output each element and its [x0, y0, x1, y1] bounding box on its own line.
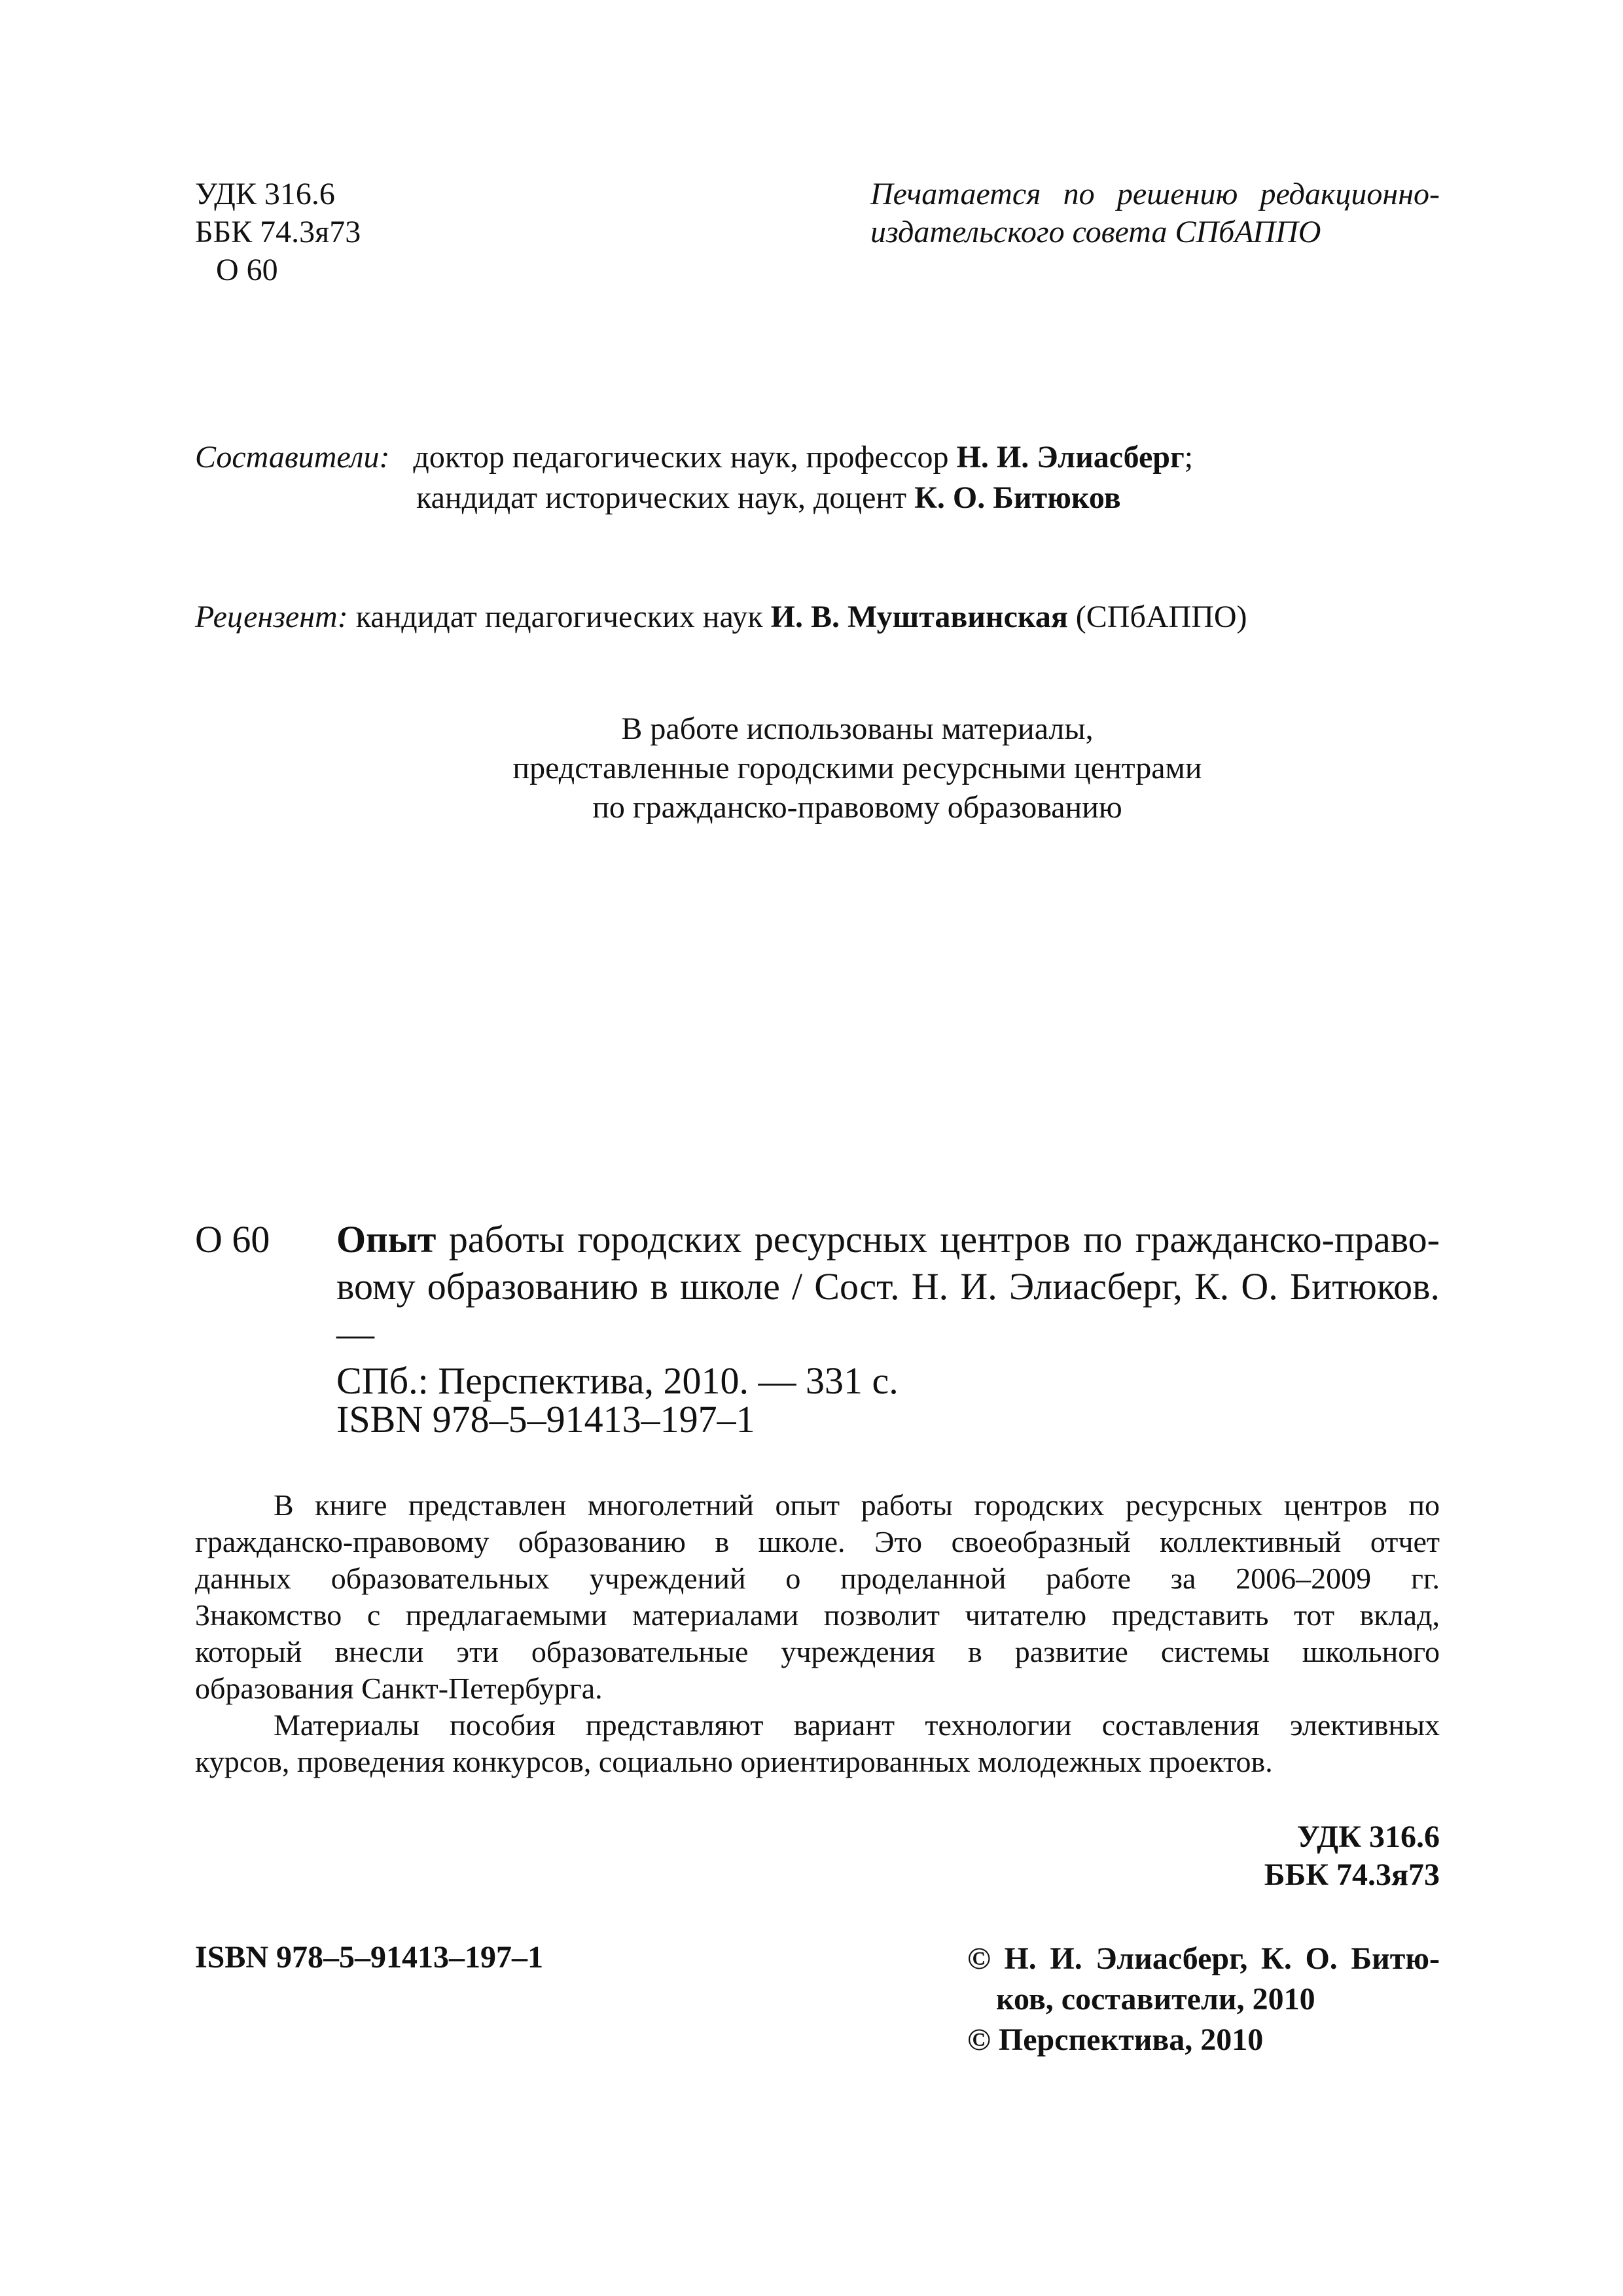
bbk-code: ББК 74.3я73	[195, 215, 361, 249]
compilers-block	[195, 437, 1193, 518]
abstract-line: Материалы пособия представляют вариант технологии составления элективных	[274, 1708, 1440, 1742]
classification-block	[195, 175, 361, 289]
abstract-line: Знакомство с предлагаемыми материалами позволит читателю представить тот вклад,	[195, 1598, 1440, 1632]
udk-code: УДК 316.6	[195, 177, 335, 211]
title-word: Опыт	[336, 1218, 437, 1261]
abstract-line: данных образовательных учреждений о проделанной работе за 2006–2009 гг.	[195, 1562, 1440, 1595]
bottom-classification	[1113, 1818, 1440, 1894]
abstract-line: который внесли эти образовательные учреждения в развитие системы школьного	[195, 1635, 1440, 1668]
materials-note	[432, 709, 1283, 827]
abstract-line: гражданско-правовому образованию в школе. Это своеобразный коллективный отчет	[195, 1525, 1440, 1558]
materials-line-1: В работе использованы материалы,	[621, 711, 1094, 746]
reviewer-description: кандидат педагогических наук	[355, 600, 763, 634]
compiler-2-name: К. О. Битюков	[914, 480, 1121, 515]
bibliographic-line-1-rest: работы городских ресурсных центров по гражданско-право-	[448, 1218, 1440, 1261]
materials-line-3: по гражданско-правовому образованию	[592, 790, 1122, 825]
bibliographic-code: О 60	[195, 1218, 270, 1261]
materials-line-2: представленные городскими ресурсными центрами	[512, 751, 1202, 785]
compiler-1-description: доктор педагогических наук, профессор	[413, 440, 949, 475]
bibliographic-line-3: СПб.: Перспектива, 2010. — 331 с.	[336, 1359, 899, 1402]
bibliographic-entry	[195, 1216, 1440, 1405]
isbn-bottom: ISBN 978–5–91413–197–1	[195, 1940, 544, 1975]
abstract	[195, 1487, 1440, 1780]
abstract-line: курсов, проведения конкурсов, социально ориентированных молодежных проектов.	[195, 1745, 1273, 1778]
bibliographic-line-2: вому образованию в школе / Сост. Н. И. Элиасберг, К. О. Битюков. —	[336, 1265, 1440, 1355]
reviewer-organization: (СПбАППО)	[1075, 600, 1247, 634]
compiler-2-description: кандидат исторических наук, доцент	[416, 480, 907, 515]
abstract-line: образования Санкт-Петербурга.	[195, 1672, 603, 1705]
bottom-udk: УДК 316.6	[1296, 1820, 1440, 1854]
copyright-line-3: © Перспектива, 2010	[967, 2022, 1264, 2057]
copyright-line-2: ков, составители, 2010	[996, 1982, 1315, 2017]
compiler-1-name: Н. И. Элиасберг	[956, 440, 1185, 475]
copyright-block	[967, 1939, 1440, 2060]
approval-line-1: Печатается по решению редакционно-	[870, 177, 1440, 211]
reviewer-block	[195, 597, 1247, 637]
reviewer-label: Рецензент:	[195, 600, 348, 634]
reviewer-name: И. В. Муштавинская	[770, 600, 1068, 634]
publication-approval-note	[870, 175, 1440, 251]
isbn-main: ISBN 978–5–91413–197–1	[336, 1398, 755, 1441]
author-mark: О 60	[216, 253, 278, 287]
bottom-bbk: ББК 74.3я73	[1264, 1857, 1440, 1892]
bibliographic-line-1	[336, 1216, 1440, 1263]
copyright-line-1: © Н. И. Элиасберг, К. О. Битю-	[967, 1941, 1440, 1976]
approval-line-2: издательского совета СПбАППО	[870, 215, 1321, 249]
compiler-1-punct: ;	[1184, 440, 1194, 475]
abstract-line: В книге представлен многолетний опыт работы городских ресурсных центров по	[274, 1488, 1440, 1522]
compilers-label: Составители:	[195, 440, 390, 475]
